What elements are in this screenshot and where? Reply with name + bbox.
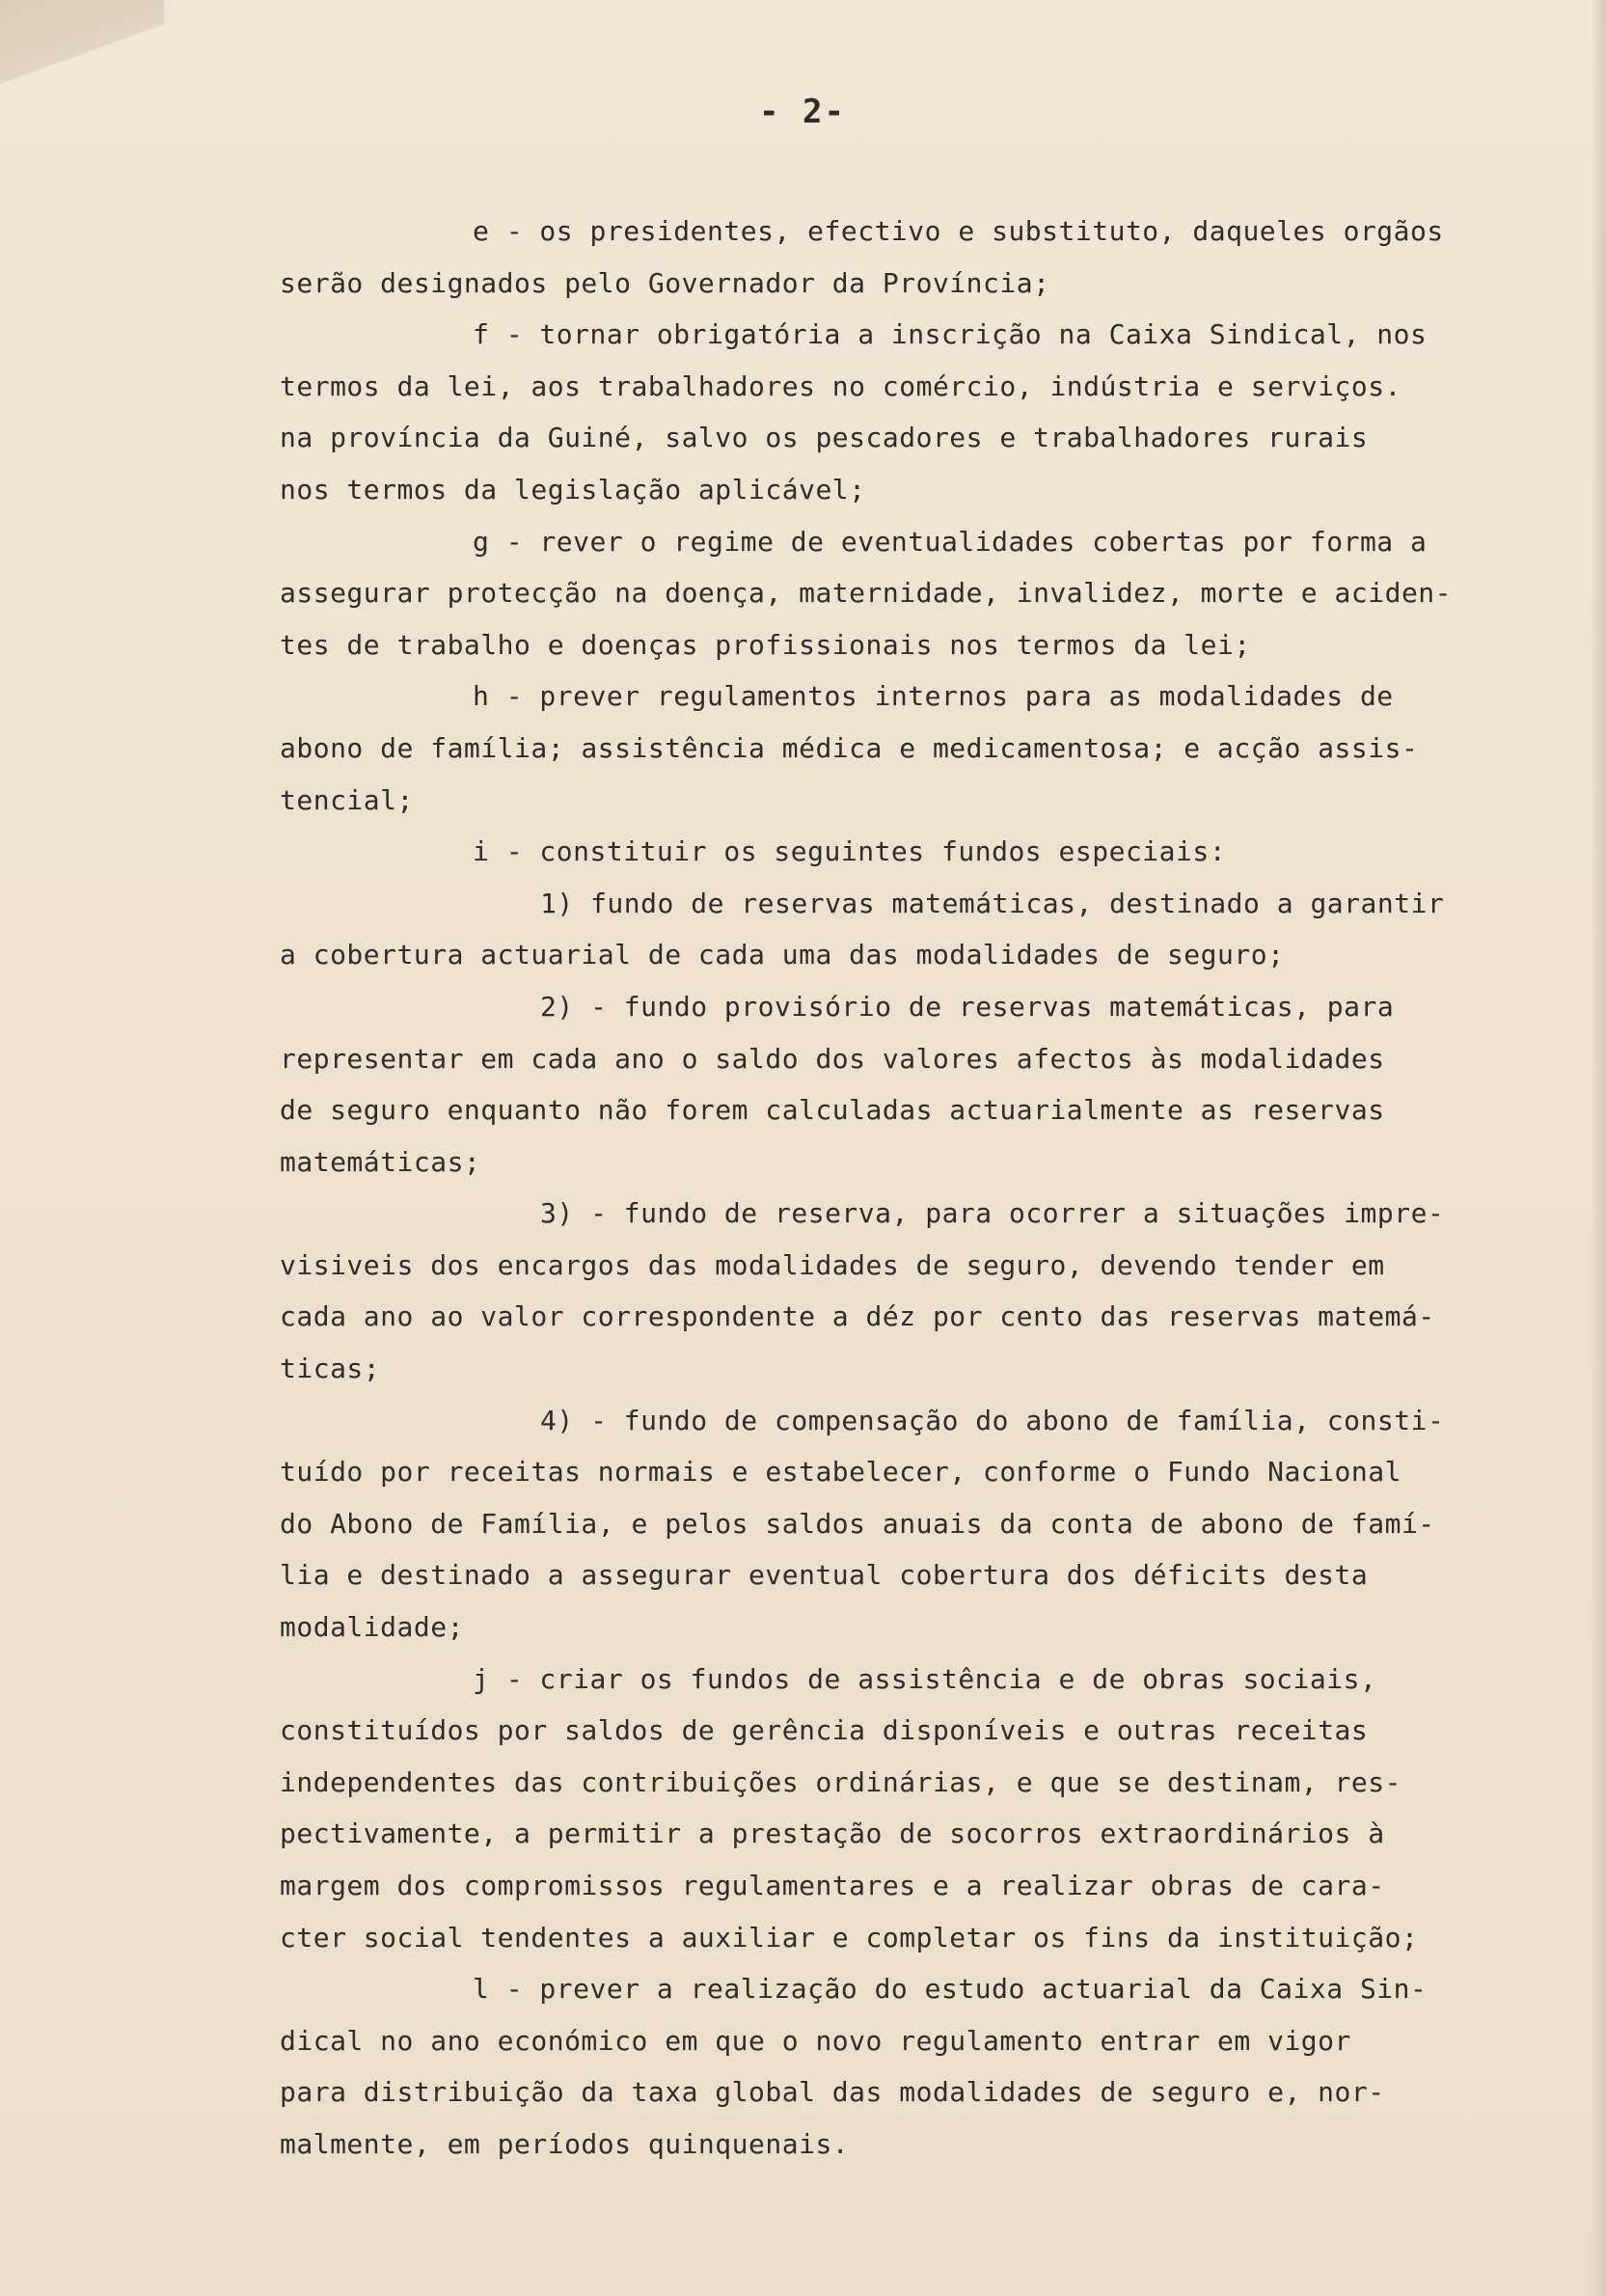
- text-line: 1) fundo de reservas matemáticas, destinado a garantir: [540, 887, 1445, 919]
- text-line: cada ano ao valor correspondente a déz por cento das reservas matemá-: [280, 1300, 1435, 1333]
- text-line: tuído por receitas normais e estabelecer, conforme o Fundo Nacional: [280, 1456, 1401, 1489]
- text-line: lia e destinado a assegurar eventual cobertura dos déficits desta: [280, 1559, 1369, 1592]
- text-line: assegurar protecção na doença, maternidade, invalidez, morte e aciden-: [280, 577, 1453, 610]
- text-line: visiveis dos encargos das modalidades de seguro, devendo tender em: [280, 1248, 1385, 1281]
- text-line: 3) - fundo de reserva, para ocorrer a situações impre-: [540, 1197, 1445, 1230]
- text-line: cter social tendentes a auxiliar e completar os fins da instituição;: [280, 1921, 1419, 1954]
- text-line: a cobertura actuarial de cada uma das modalidades de seguro;: [280, 939, 1285, 971]
- text-line: tes de trabalho e doenças profissionais nos termos da lei;: [280, 628, 1251, 661]
- text-line: de seguro enquanto não forem calculadas actuarialmente as reservas: [280, 1094, 1385, 1127]
- text-line: tencial;: [280, 783, 414, 816]
- text-line: 2) - fundo provisório de reservas matemáticas, para: [540, 990, 1395, 1023]
- text-line: pectivamente, a permitir a prestação de socorros extraordinários à: [280, 1818, 1385, 1850]
- text-line: ticas;: [280, 1353, 381, 1385]
- text-line: f - tornar obrigatória a inscrição na Caixa Sindical, nos: [473, 318, 1428, 351]
- text-line: malmente, em períodos quinquenais.: [280, 2127, 850, 2160]
- text-line: independentes das contribuições ordinárias, e que se destinam, res-: [280, 1765, 1401, 1798]
- text-line: do Abono de Família, e pelos saldos anuais da conta de abono de famí-: [280, 1507, 1435, 1540]
- text-line: l - prever a realização do estudo actuarial da Caixa Sin-: [473, 1973, 1428, 2006]
- text-line: 4) - fundo de compensação do abono de família, consti-: [540, 1404, 1445, 1436]
- text-line: serão designados pelo Governador da Província;: [280, 266, 1050, 299]
- text-line: dical no ano económico em que o novo regulamento entrar em vigor: [280, 2024, 1351, 2057]
- text-line: e - os presidentes, efectivo e substituto, daqueles orgãos: [473, 215, 1444, 247]
- page-edge-shadow: [1591, 0, 1605, 2296]
- text-line: i - constituir os seguintes fundos especiais:: [473, 835, 1227, 868]
- text-line: g - rever o regime de eventualidades cobertas por forma a: [473, 525, 1428, 558]
- text-line: j - criar os fundos de assistência e de obras sociais,: [473, 1662, 1377, 1695]
- body-text: [280, 205, 1577, 2171]
- text-line: margem dos compromissos regulamentares e a realizar obras de cara-: [280, 1870, 1385, 1901]
- text-line: h - prever regulamentos internos para as modalidades de: [473, 680, 1394, 713]
- folded-corner: [0, 0, 164, 92]
- text-line: na província da Guiné, salvo os pescadores e trabalhadores rurais: [280, 422, 1369, 454]
- page-number: - 2-: [759, 93, 846, 131]
- text-line: nos termos da legislação aplicável;: [280, 473, 866, 506]
- text-line: constituídos por saldos de gerência disponíveis e outras receitas: [280, 1714, 1369, 1747]
- text-line: para distribuição da taxa global das modalidades de seguro e, nor-: [280, 2076, 1385, 2109]
- text-line: abono de família; assistência médica e medicamentosa; e acção assis-: [280, 731, 1419, 764]
- text-line: matemáticas;: [280, 1145, 481, 1178]
- text-line: modalidade;: [280, 1611, 464, 1644]
- text-line: termos da lei, aos trabalhadores no comércio, indústria e serviços.: [280, 369, 1401, 402]
- text-line: representar em cada ano o saldo dos valores afectos às modalidades: [280, 1042, 1385, 1075]
